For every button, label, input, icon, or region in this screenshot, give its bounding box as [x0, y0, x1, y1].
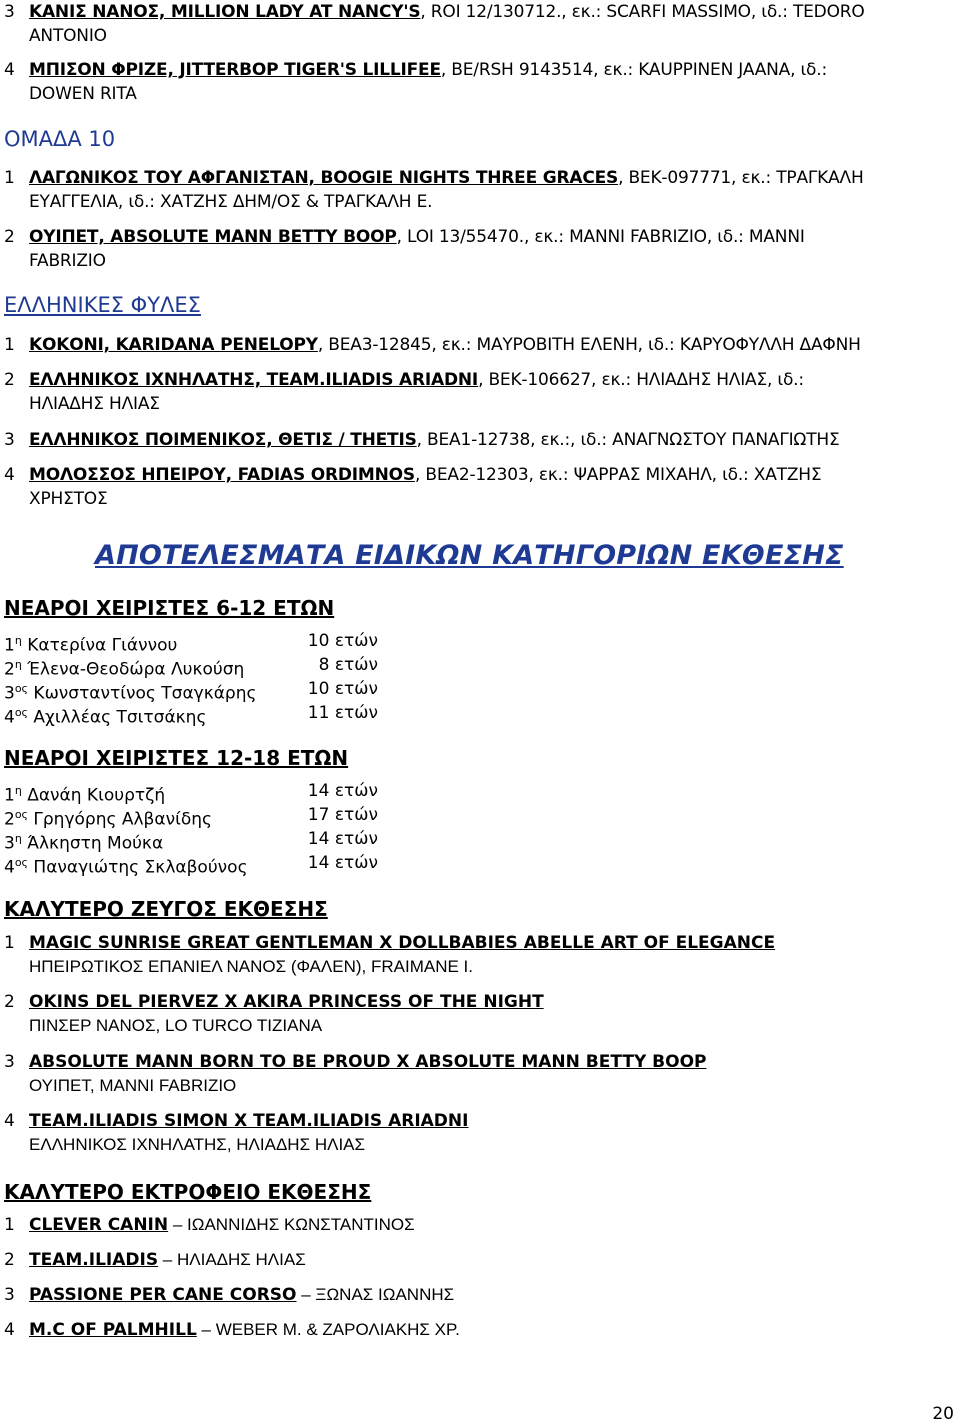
young-handlers-6-12-heading: ΝΕΑΡΟΙ ΧΕΙΡΙΣΤΕΣ 6-12 ΕΤΩΝ: [4, 596, 335, 620]
entry-continuation: ΗΛΙΑΔΗΣ ΗΛΙΑΣ: [29, 394, 160, 414]
age-value: 17 ετών: [307, 805, 378, 825]
pair-names: MAGIC SUNRISE GREAT GENTLEMAN X DOLLBABIES ABELLE ART OF ELEGANCE: [29, 933, 776, 953]
ranking-row: $2^\eta$ Έλενα-Θεοδώρα Λυκούση: [4, 658, 245, 680]
pair-row: 1 MAGIC SUNRISE GREAT GENTLEMAN X DOLLBABIES ABELLE ART OF ELEGANCE: [4, 933, 776, 953]
best-pair-heading: ΚΑΛΥΤΕΡΟ ΖΕΥΓΟΣ ΕΚΘΕΣΗΣ: [4, 897, 328, 921]
age-value: 10 ετών: [307, 631, 378, 651]
page-number: 20: [932, 1404, 954, 1424]
ranking-row: $4^{o\varsigma}$ Παναγιώτης Σκλαβούνος: [4, 856, 248, 878]
entry-continuation: ΧΡΗΣΤΟΣ: [29, 489, 108, 509]
entry-row: 1 ΚΟΚΟΝΙ, KARIDANA PENELOPY, ΒΕΑ3-12845, εκ.: ΜΑΥΡΟΒΙΤΗ ΕΛΕΝΗ, ιδ.: ΚΑΡΥΟΦΥΛΛΗ ΔΑΦΝΗ: [4, 335, 861, 355]
entry-continuation: FABRIZIO: [29, 251, 106, 271]
entry-row: 2 ΕΛΛΗΝΙΚΟΣ ΙΧΝΗΛΑΤΗΣ, TEAM.ILIADIS ARIADNI, ΒΕΚ-106627, εκ.: ΗΛΙΑΔΗΣ ΗΛΙΑΣ, ιδ.:: [4, 370, 804, 390]
kennel-row: 2 TEAM.ILIADIS – ΗΛΙΑΔΗΣ ΗΛΙΑΣ: [4, 1250, 306, 1270]
age-value: 14 ετών: [307, 853, 378, 873]
kennel-row: 1 CLEVER CANIN – ΙΩΑΝΝΙΔΗΣ ΚΩΝΣΤΑΝΤΙΝΟΣ: [4, 1215, 415, 1235]
dog-name: ΚΑΝΙΣ ΝΑΝΟΣ, MILLION LADY AT NANCY'S: [29, 2, 421, 22]
kennel-name: CLEVER CANIN: [29, 1215, 169, 1235]
kennel-row: 3 PASSIONE PER CANE CORSO – ΞΩΝΑΣ ΙΩΑΝΝΗΣ: [4, 1285, 455, 1305]
kennel-name: TEAM.ILIADIS: [29, 1250, 159, 1270]
pair-names: OKINS DEL PIERVEZ X AKIRA PRINCESS OF THE NIGHT: [29, 992, 544, 1012]
entry-row: 3 ΕΛΛΗΝΙΚΟΣ ΠΟΙΜΕΝΙΚΟΣ, ΘΕΤΙΣ / THETIS, ΒΕΑ1-12738, εκ.:, ιδ.: ΑΝΑΓΝΩΣΤΟΥ ΠΑΝΑΓΙΩΤΗΣ: [4, 430, 840, 450]
dog-name: ΕΛΛΗΝΙΚΟΣ ΠΟΙΜΕΝΙΚΟΣ, ΘΕΤΙΣ / THETIS: [29, 430, 417, 450]
young-handlers-12-18-heading: ΝΕΑΡΟΙ ΧΕΙΡΙΣΤΕΣ 12-18 ΕΤΩΝ: [4, 746, 349, 770]
kennel-name: M.C OF PALMHILL: [29, 1320, 197, 1340]
ranking-row: $4^{o\varsigma}$ Αχιλλέας Τσιτσάκης: [4, 706, 207, 728]
dog-name: ΛΑΓΩΝΙΚΟΣ ΤΟΥ ΑΦΓΑΝΙΣΤΑΝ, BOOGIE NIGHTS THREE GRACES: [29, 168, 619, 188]
entry-continuation: ANTONIO: [29, 26, 107, 46]
kennel-owner: WEBER M. & ΖΑΡΟΛΙΑΚΗΣ ΧΡ.: [215, 1320, 460, 1339]
kennel-name: PASSIONE PER CANE CORSO: [29, 1285, 297, 1305]
ranking-row: $3^\eta$ Άλκηστη Μούκα: [4, 832, 164, 854]
group-10-heading: ΟΜΑΔΑ 10: [4, 127, 116, 151]
kennel-row: 4 M.C OF PALMHILL – WEBER M. & ΖΑΡΟΛΙΑΚΗΣ ΧΡ.: [4, 1320, 460, 1340]
best-kennel-heading: ΚΑΛΥΤΕΡΟ ΕΚΤΡΟΦΕΙΟ ΕΚΘΕΣΗΣ: [4, 1180, 372, 1204]
ranking-row: $3^{o\varsigma}$ Κωνσταντίνος Τσαγκάρης: [4, 682, 257, 704]
age-value: 14 ετών: [307, 829, 378, 849]
special-categories-title: ΑΠΟΤΕΛΕΣΜΑΤΑ ΕΙΔΙΚΩΝ ΚΑΤΗΓΟΡΙΩΝ ΕΚΘΕΣΗΣ: [95, 540, 844, 571]
entry-continuation: DOWEN RITA: [29, 84, 137, 104]
age-value: 11 ετών: [307, 703, 378, 723]
pair-row: 4 TEAM.ILIADIS SIMON X TEAM.ILIADIS ARIADNI: [4, 1111, 469, 1131]
entry-row: 2 ΟΥΙΠΕΤ, ABSOLUTE MANN BETTY BOOP, LOI 13/55470., εκ.: MANNI FABRIZIO, ιδ.: MANNI: [4, 227, 805, 247]
pair-breed: ΗΠΕΙΡΩΤΙΚΟΣ ΕΠΑΝΙΕΛ ΝΑΝΟΣ (ΦΑΛΕΝ), FRAIMANE I.: [29, 957, 473, 976]
dog-name: ΟΥΙΠΕΤ, ABSOLUTE MANN BETTY BOOP: [29, 227, 397, 247]
greek-breeds-heading: ΕΛΛΗΝΙΚΕΣ ΦΥΛΕΣ: [4, 293, 201, 317]
age-value: 10 ετών: [307, 679, 378, 699]
age-value: 8 ετών: [318, 655, 378, 675]
entry-row: 3 ΚΑΝΙΣ ΝΑΝΟΣ, MILLION LADY AT NANCY'S, ROI 12/130712., εκ.: SCARFI MASSIMO, ιδ.: TEDORO: [4, 2, 865, 22]
entry-row: 4 ΜΠΙΣΟΝ ΦΡΙΖΕ, JITTERBOP TIGER'S LILLIFEE, BE/RSH 9143514, εκ.: KAUPPINEN JAANA, ιδ.:: [4, 60, 827, 80]
ranking-row: $1^\eta$ Κατερίνα Γιάννου: [4, 634, 178, 656]
pair-row: 2 OKINS DEL PIERVEZ X AKIRA PRINCESS OF THE NIGHT: [4, 992, 544, 1012]
age-value: 14 ετών: [307, 781, 378, 801]
pair-breed: ΠΙΝΣΕΡ ΝΑΝΟΣ, LO TURCO TIZIANA: [29, 1016, 323, 1035]
dog-name: ΚΟΚΟΝΙ, KARIDANA PENELOPY: [29, 335, 318, 355]
pair-breed: ΕΛΛΗΝΙΚΟΣ ΙΧΝΗΛΑΤΗΣ, ΗΛΙΑΔΗΣ ΗΛΙΑΣ: [29, 1135, 366, 1154]
entry-row: 1 ΛΑΓΩΝΙΚΟΣ ΤΟΥ ΑΦΓΑΝΙΣΤΑΝ, BOOGIE NIGHTS THREE GRACES, ΒΕΚ-097771, εκ.: ΤΡΑΓΚΑΛΗ: [4, 168, 864, 188]
kennel-owner: ΙΩΑΝΝΙΔΗΣ ΚΩΝΣΤΑΝΤΙΝΟΣ: [187, 1215, 415, 1234]
kennel-owner: ΞΩΝΑΣ ΙΩΑΝΝΗΣ: [315, 1285, 455, 1304]
pair-names: ABSOLUTE MANN BORN TO BE PROUD X ABSOLUTE MANN BETTY BOOP: [29, 1052, 707, 1072]
pair-row: 3 ABSOLUTE MANN BORN TO BE PROUD X ABSOLUTE MANN BETTY BOOP: [4, 1052, 707, 1072]
ranking-row: $2^{o\varsigma}$ Γρηγόρης Αλβανίδης: [4, 808, 213, 830]
dog-name: ΜΠΙΣΟΝ ΦΡΙΖΕ, JITTERBOP TIGER'S LILLIFEE: [29, 60, 441, 80]
dog-name: ΕΛΛΗΝΙΚΟΣ ΙΧΝΗΛΑΤΗΣ, TEAM.ILIADIS ARIADNI: [29, 370, 479, 390]
entry-continuation: ΕΥΑΓΓΕΛΙΑ, ιδ.: ΧΑΤΖΗΣ ΔΗΜ/ΟΣ & ΤΡΑΓΚΑΛΗ Ε.: [29, 192, 433, 212]
dog-name: ΜΟΛΟΣΣΟΣ ΗΠΕΙΡΟΥ, FADIAS ORDIMNOS: [29, 465, 415, 485]
kennel-owner: ΗΛΙΑΔΗΣ ΗΛΙΑΣ: [176, 1250, 306, 1269]
pair-names: TEAM.ILIADIS SIMON X TEAM.ILIADIS ARIADNI: [29, 1111, 469, 1131]
entry-row: 4 ΜΟΛΟΣΣΟΣ ΗΠΕΙΡΟΥ, FADIAS ORDIMNOS, ΒΕΑ2-12303, εκ.: ΨΑΡΡΑΣ ΜΙΧΑΗΛ, ιδ.: ΧΑΤΖΗΣ: [4, 465, 822, 485]
pair-breed: ΟΥΙΠΕΤ, MANNI FABRIZIO: [29, 1076, 237, 1095]
ranking-row: $1^\eta$ Δανάη Κιουρτζή: [4, 784, 166, 806]
